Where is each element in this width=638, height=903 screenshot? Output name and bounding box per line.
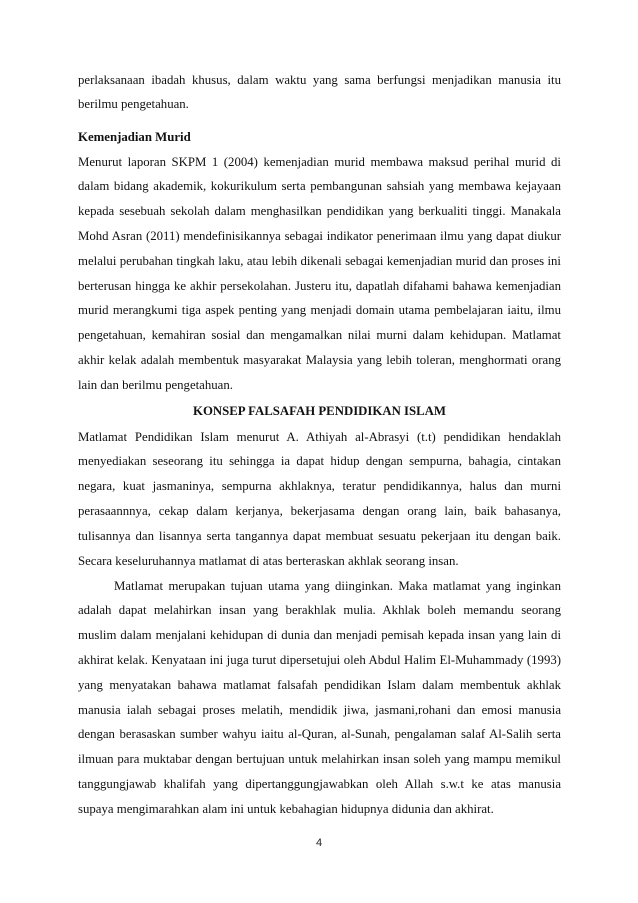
section-heading-kemenjadian-murid: Kemenjadian Murid <box>78 130 191 144</box>
text-line: melalui perubahan tingkah laku, atau lebih dikenali sebagai kemenjadian murid dan proses ini <box>78 253 561 268</box>
text-line: berilmu pengetahuan. <box>78 97 189 112</box>
text-line: manusia ialah sebagai proses melatih, mendidik jiwa, jasmani,rohani dan emosi manusia <box>78 702 561 717</box>
text-line: Secara keseluruhannya matlamat di atas berteraskan akhlak seorang insan. <box>78 553 459 568</box>
text-line: pengetahuan, kemahiran sosial dan mengamalkan nilai murni dalam kehidupan. Matlamat <box>78 328 561 343</box>
text-line: muslim dalam menjalani kehidupan di dunia dan menjadi pemisah kepada insan yang lain di <box>78 628 561 643</box>
page-number: 4 <box>315 837 323 849</box>
text-line: dengan berasaskan sumber wahyu iaitu al-Quran, al-Sunah, pengalaman salaf Al-Salih serta <box>78 727 561 742</box>
paragraph-matlamat-akhlak <box>78 574 561 822</box>
text-line: tanggungjawab khalifah yang dipertanggungjawabkan oleh Allah s.w.t ke atas manusia <box>78 776 561 791</box>
section-heading-konsep-falsafah: KONSEP FALSAFAH PENDIDIKAN ISLAM <box>192 404 446 418</box>
text-line: Matlamat Pendidikan Islam menurut A. Athiyah al-Abrasyi (t.t) pendidikan hendaklah <box>78 429 561 444</box>
text-line: Matlamat merupakan tujuan utama yang diinginkan. Maka matlamat yang inginkan <box>114 578 561 593</box>
text-line: murid merangkumi tiga aspek penting yang menjadi domain utama pembelajaran iaitu, ilmu <box>78 303 561 318</box>
text-line: dalam bidang akademik, kokurikulum serta pembangunan sahsiah yang membawa kejayaan <box>78 179 561 194</box>
paragraph-kemenjadian-murid <box>78 150 561 398</box>
text-line: menyediakan seseorang itu sehingga ia dapat hidup dengan sempurna, bahagia, cintakan <box>78 454 561 469</box>
text-line: perlaksanaan ibadah khusus, dalam waktu yang sama berfungsi menjadikan manusia itu <box>78 72 561 87</box>
text-line: negara, kuat jasmaninya, sempurna akhlaknya, teratur pendidikannya, halus dan murni <box>78 479 561 494</box>
paragraph-matlamat-pendidikan <box>78 425 561 574</box>
text-line: akhir kelak adalah membentuk masyarakat Malaysia yang lebih toleran, menghormati orang <box>78 352 561 367</box>
text-line: perasaannnya, cekap dalam kerjanya, bekerjasama dengan orang lain, baik bahasanya, <box>78 503 561 518</box>
text-line: supaya mengimarahkan alam ini untuk kebahagian hidupnya didunia dan akhirat. <box>78 801 494 816</box>
text-line: berterusan hingga ke akhir persekolahan. Justeru itu, dapatlah difahami bahawa kemenjadian <box>78 278 561 293</box>
text-line: ilmuan para muktabar dengan bertujuan untuk melahirkan insan soleh yang mampu memikul <box>78 752 561 767</box>
text-line: Mohd Asran (2011) mendefinisikannya sebagai indikator penerimaan ilmu yang dapat diukur <box>78 228 561 243</box>
text-line: yang menyatakan bahawa matlamat falsafah pendidikan Islam dalam membentuk akhlak <box>78 677 561 692</box>
text-line: Menurut laporan SKPM 1 (2004) kemenjadian murid membawa maksud perihal murid di <box>78 154 561 169</box>
paragraph-ibadah <box>78 68 561 118</box>
text-line: akhirat kelak. Kenyataan ini juga turut dipersetujui oleh Abdul Halim El-Muhammady (1993) <box>78 652 561 667</box>
text-line: lain dan berilmu pengetahuan. <box>78 377 233 392</box>
text-line: kepada sesebuah sekolah dalam menghasilkan pendidikan yang berkualiti tinggi. Manakala <box>78 204 561 219</box>
text-line: adalah dapat melahirkan insan yang berakhlak mulia. Akhlak boleh memandu seorang <box>78 603 561 618</box>
text-line: tulisannya dan lisannya serta tangannya dapat membuat sesuatu pekerjaan itu dengan baik. <box>78 528 561 543</box>
